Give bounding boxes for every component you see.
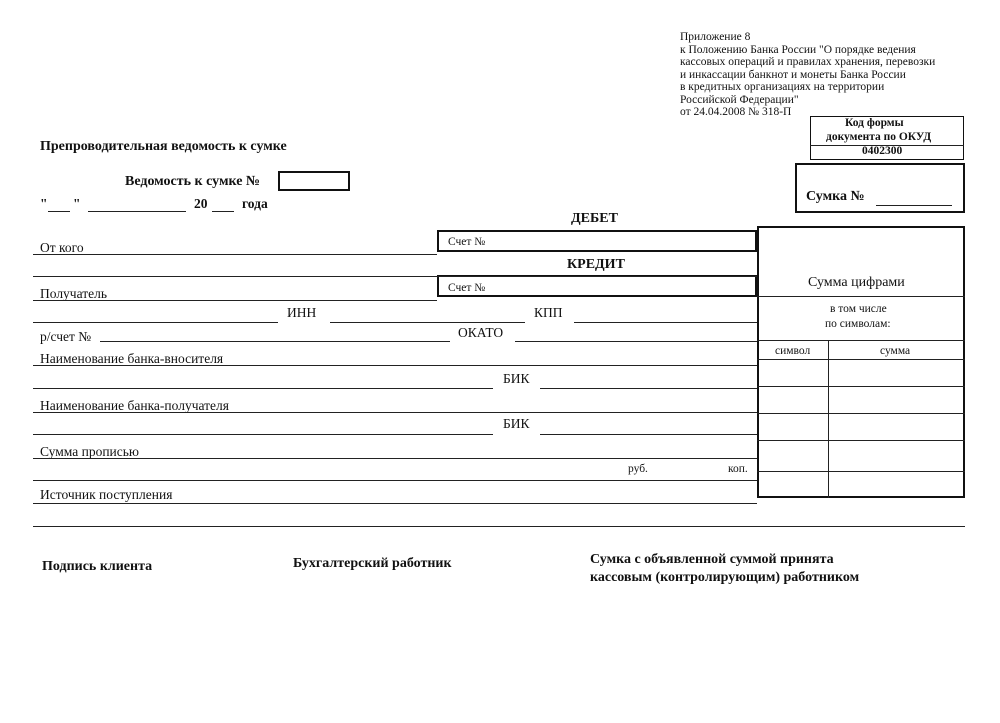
including-label-1: в том числе bbox=[830, 303, 887, 315]
date-month-line[interactable] bbox=[88, 211, 186, 212]
kpp-line[interactable] bbox=[574, 322, 757, 323]
sum-words-label: Сумма прописью bbox=[40, 444, 140, 459]
debit-account-label: Счет № bbox=[448, 236, 486, 248]
kop-label: коп. bbox=[728, 463, 748, 475]
credit-label: КРЕДИТ bbox=[567, 257, 625, 272]
recipient-label: Получатель bbox=[40, 286, 108, 301]
appendix-line: к Положению Банка России "О порядке ведения bbox=[680, 43, 916, 56]
bottom-line[interactable] bbox=[33, 526, 965, 527]
vedomost-label: Ведомость к сумке № bbox=[125, 174, 260, 189]
sum-table-row bbox=[757, 386, 965, 387]
recipient-bik-label: БИК bbox=[503, 416, 530, 431]
sum-table-row bbox=[757, 471, 965, 472]
depositor-bank-line[interactable] bbox=[33, 365, 757, 366]
depositor-bank-line-2[interactable] bbox=[33, 388, 493, 389]
appendix-note bbox=[680, 31, 935, 119]
recipient-bank-line-2[interactable] bbox=[33, 434, 493, 435]
sum-table-divider-1 bbox=[757, 296, 965, 297]
including-label-2: по символам: bbox=[825, 318, 891, 330]
date-quote-open: " bbox=[40, 196, 48, 211]
inn-label: ИНН bbox=[287, 305, 317, 320]
recipient-bik-line[interactable] bbox=[540, 434, 757, 435]
debit-label: ДЕБЕТ bbox=[571, 211, 618, 226]
okud-label-1: Код формы bbox=[845, 117, 904, 129]
account-number-label: р/счет № bbox=[40, 329, 92, 344]
date-year-prefix: 20 bbox=[194, 196, 208, 211]
okato-line[interactable] bbox=[515, 341, 757, 342]
inn-prefix-line[interactable] bbox=[33, 322, 278, 323]
appendix-line: Российской Федерации" bbox=[680, 93, 799, 106]
credit-account-label: Счет № bbox=[448, 282, 486, 294]
accepted-label-1: Сумка с объявленной суммой принята bbox=[590, 552, 834, 567]
sum-table-col-divider bbox=[828, 340, 829, 498]
col-symbol-header: символ bbox=[775, 345, 811, 357]
accepted-label-2: кассовым (контролирующим) работником bbox=[590, 570, 860, 585]
sum-table bbox=[757, 226, 965, 498]
account-number-line[interactable] bbox=[100, 341, 450, 342]
sum-table-row bbox=[757, 359, 965, 360]
recipient-line[interactable] bbox=[33, 300, 437, 301]
source-line[interactable] bbox=[33, 503, 757, 504]
inn-line[interactable] bbox=[330, 322, 525, 323]
kpp-label: КПП bbox=[534, 305, 563, 320]
okato-label: ОКАТО bbox=[458, 325, 504, 340]
date-day-line[interactable] bbox=[48, 211, 70, 212]
client-signature-label: Подпись клиента bbox=[42, 559, 153, 574]
recipient-bank-line[interactable] bbox=[33, 412, 757, 413]
date-year-line[interactable] bbox=[212, 211, 234, 212]
sum-table-row bbox=[757, 413, 965, 414]
from-line[interactable] bbox=[33, 254, 437, 255]
appendix-line: в кредитных организациях на территории bbox=[680, 81, 885, 93]
appendix-line: кассовых операций и правилах хранения, перевозки bbox=[680, 56, 936, 68]
okud-code: 0402300 bbox=[862, 145, 903, 157]
bag-number-line[interactable] bbox=[876, 205, 952, 206]
okud-label-2: документа по ОКУД bbox=[826, 131, 932, 143]
sum-words-line-2[interactable] bbox=[33, 480, 757, 481]
source-label: Источник поступления bbox=[40, 487, 173, 502]
vedomost-number-field[interactable] bbox=[278, 171, 350, 191]
sum-table-row bbox=[757, 440, 965, 441]
depositor-bank-label: Наименование банка-вносителя bbox=[40, 351, 224, 366]
sum-words-line[interactable] bbox=[33, 458, 757, 459]
sum-table-divider-2 bbox=[757, 340, 965, 341]
page-title: Препроводительная ведомость к сумке bbox=[40, 139, 287, 154]
accountant-label: Бухгалтерский работник bbox=[293, 556, 452, 571]
bag-label: Сумка № bbox=[806, 189, 865, 204]
rub-label: руб. bbox=[628, 463, 648, 475]
from-line-2[interactable] bbox=[33, 276, 757, 277]
depositor-bik-label: БИК bbox=[503, 371, 530, 386]
sum-digits-label: Сумма цифрами bbox=[808, 275, 905, 290]
appendix-line: Приложение 8 bbox=[680, 31, 751, 43]
date-quote-close: " bbox=[73, 196, 81, 211]
from-label: От кого bbox=[40, 240, 84, 255]
appendix-line: и инкассации банкнот и монеты Банка России bbox=[680, 68, 906, 81]
col-sum-header: сумма bbox=[880, 345, 911, 357]
depositor-bik-line[interactable] bbox=[540, 388, 757, 389]
appendix-line: от 24.04.2008 № 318-П bbox=[680, 106, 792, 118]
recipient-bank-label: Наименование банка-получателя bbox=[40, 398, 229, 413]
date-year-suffix: года bbox=[242, 196, 268, 211]
